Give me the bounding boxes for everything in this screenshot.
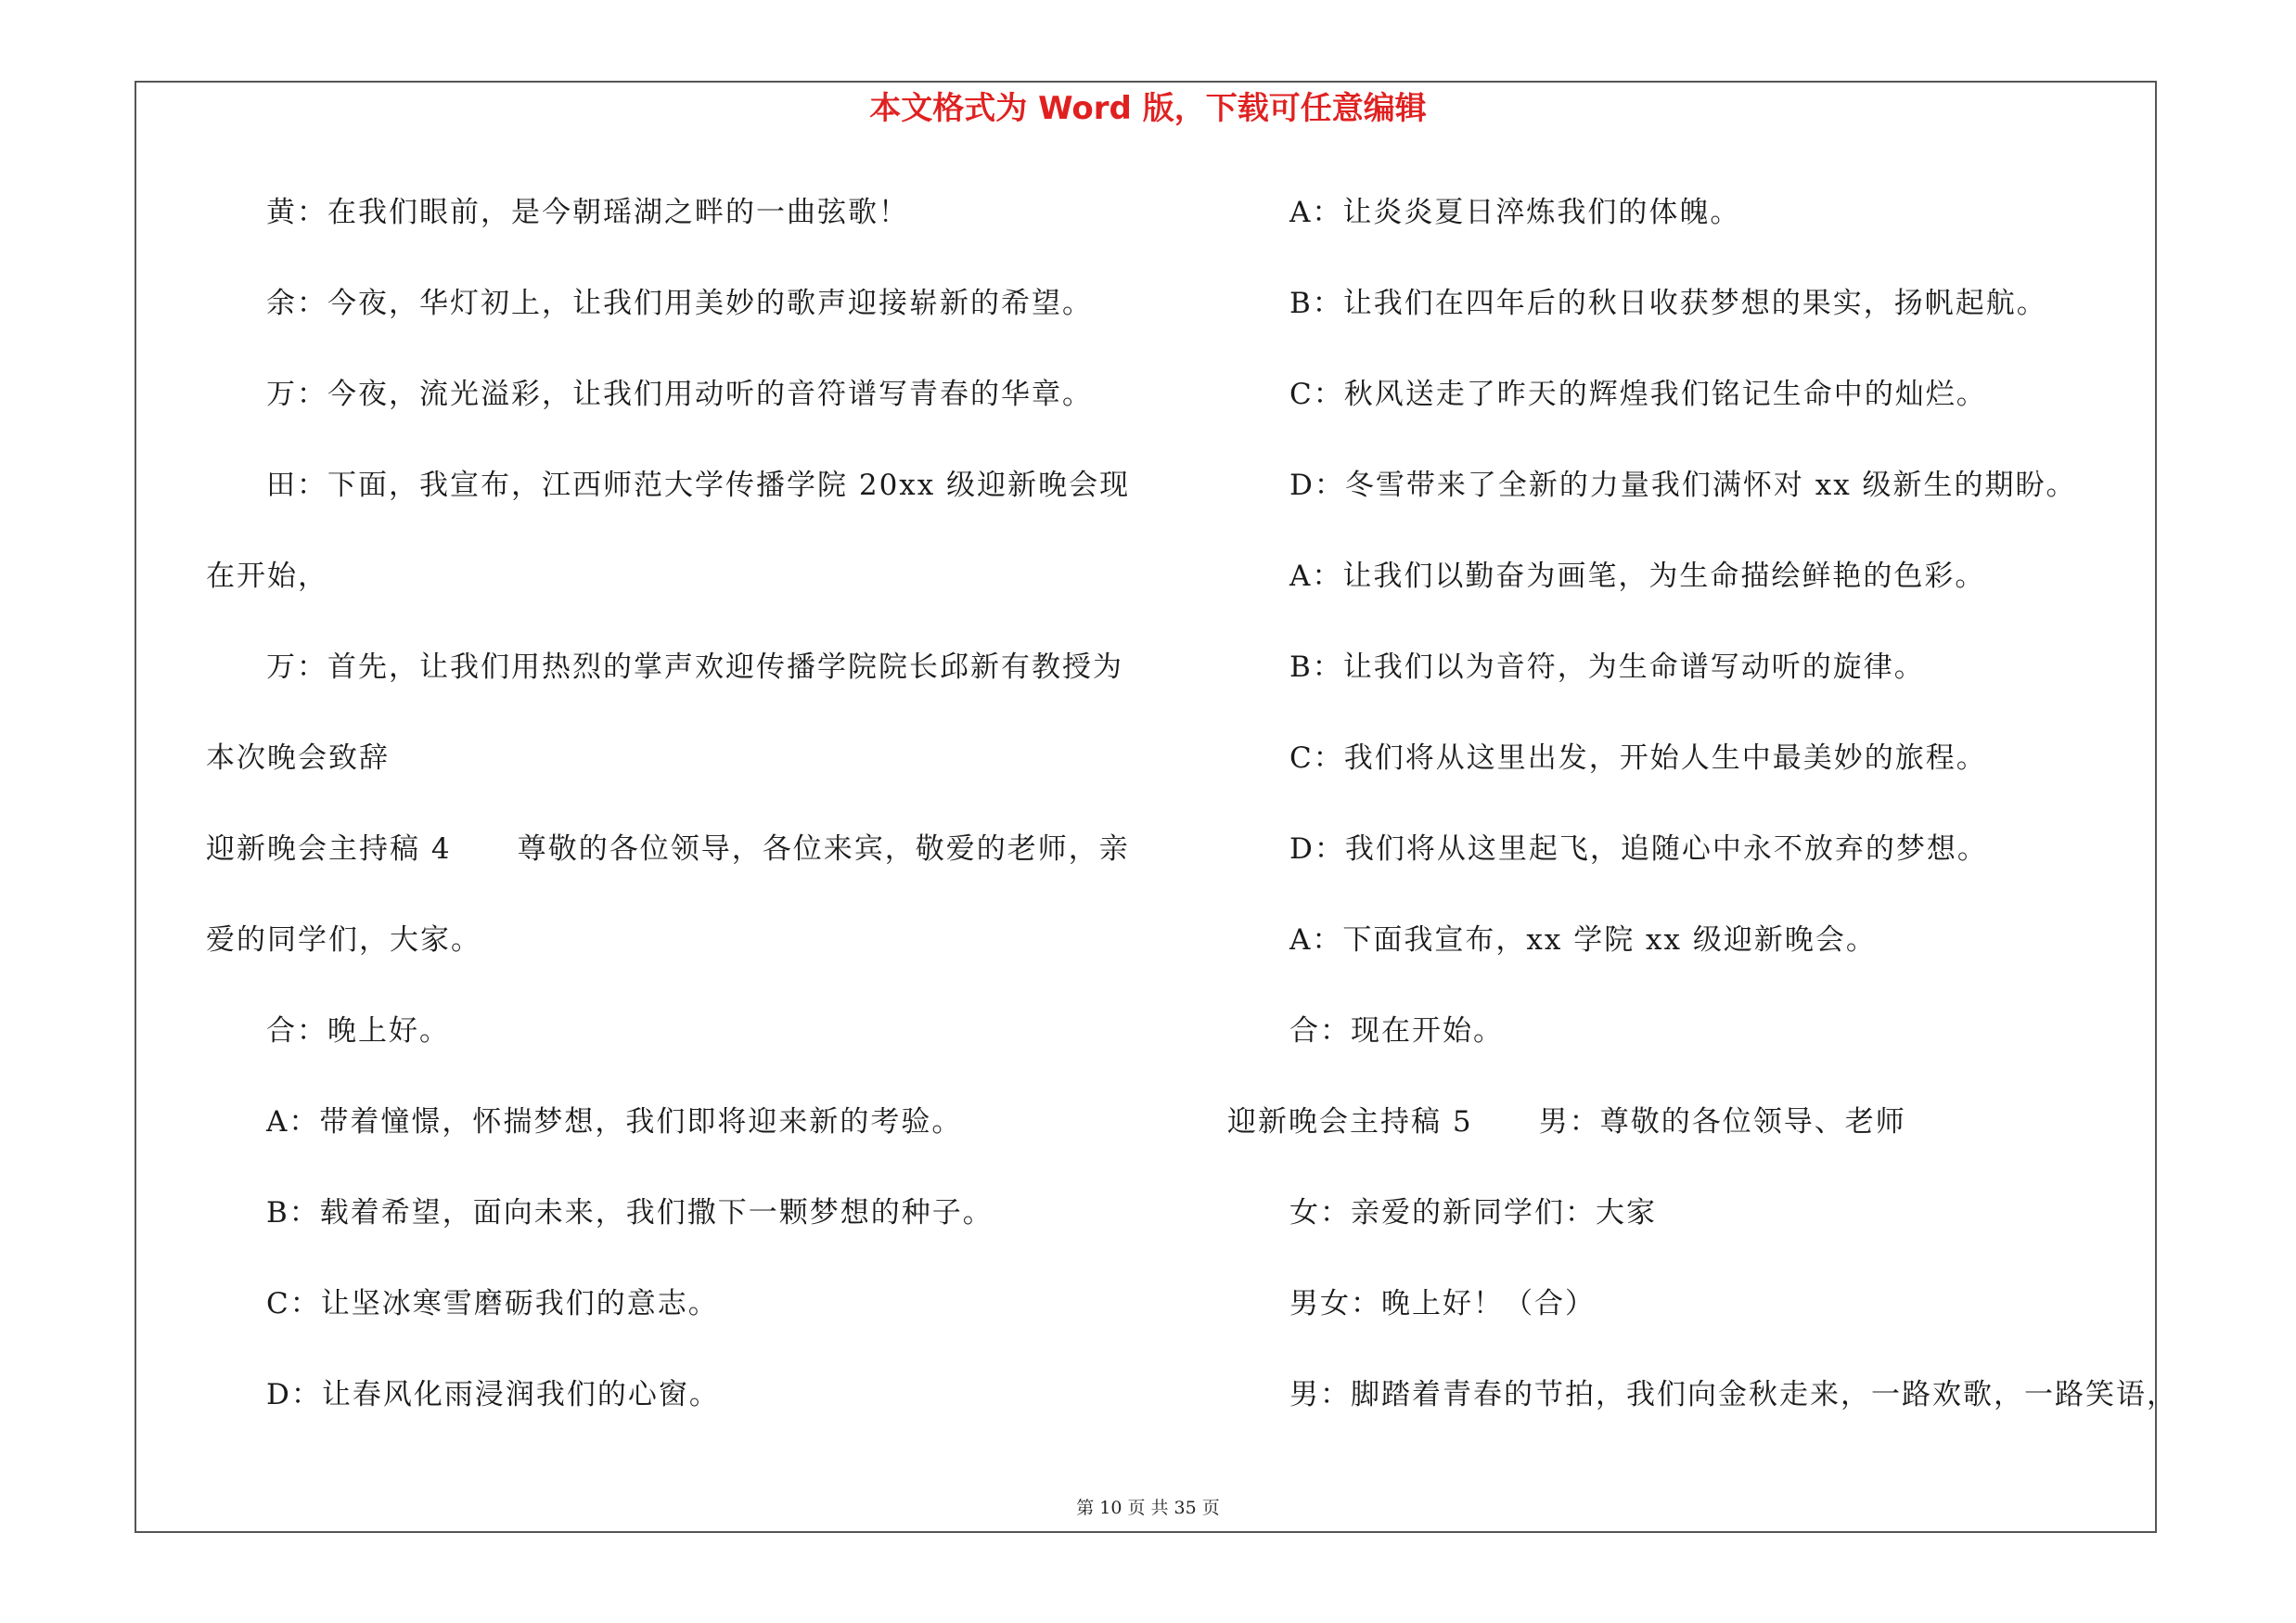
section-heading-line: 迎新晚会主持稿 5 男：尊敬的各位领导、老师 bbox=[1227, 1105, 1906, 1139]
left-line: A：带着憧憬，怀揣梦想，我们即将迎来新的考验。 bbox=[266, 1105, 963, 1139]
right-line: 男女：晚上好！（合） bbox=[1289, 1287, 1596, 1320]
right-line: B：让我们以为音符，为生命谱写动听的旋律。 bbox=[1289, 650, 1925, 684]
left-line: 田：下面，我宣布，江西师范大学传播学院 20xx 级迎新晚会现 bbox=[266, 469, 1131, 502]
right-line: C：我们将从这里出发，开始人生中最美妙的旅程。 bbox=[1289, 741, 1987, 775]
right-line: 男：脚踏着青春的节拍，我们向金秋走来，一路欢歌，一路笑语， bbox=[1289, 1378, 2177, 1411]
right-line: B：让我们在四年后的秋日收获梦想的果实，扬帆起航。 bbox=[1289, 287, 2047, 320]
left-line: C：让坚冰寒雪磨砺我们的意志。 bbox=[266, 1287, 719, 1320]
left-line: B：载着希望，面向未来，我们撒下一颗梦想的种子。 bbox=[266, 1196, 994, 1230]
right-line: A：让炎炎夏日淬炼我们的体魄。 bbox=[1289, 196, 1741, 229]
right-line: 合：现在开始。 bbox=[1289, 1014, 1504, 1048]
right-line: C：秋风送走了昨天的辉煌我们铭记生命中的灿烂。 bbox=[1289, 378, 1987, 411]
format-banner: 本文格式为 Word 版，下载可任意编辑 bbox=[869, 90, 1427, 127]
right-line: A：让我们以勤奋为画笔，为生命描绘鲜艳的色彩。 bbox=[1289, 560, 1986, 593]
right-line: 女：亲爱的新同学们：大家 bbox=[1289, 1196, 1657, 1230]
section-heading-line: 迎新晚会主持稿 4 尊敬的各位领导，各位来宾，敬爱的老师，亲 bbox=[206, 832, 1130, 866]
left-line: 万：首先，让我们用热烈的掌声欢迎传播学院院长邱新有教授为 bbox=[266, 650, 1123, 684]
left-line: 本次晚会致辞 bbox=[206, 741, 390, 775]
left-line: 黄：在我们眼前，是今朝瑶湖之畔的一曲弦歌！ bbox=[266, 196, 909, 229]
left-line: 爱的同学们，大家。 bbox=[206, 923, 481, 957]
right-line: D：我们将从这里起飞，追随心中永不放弃的梦想。 bbox=[1289, 832, 1988, 866]
page-number-footer: 第 10 页 共 35 页 bbox=[1076, 1498, 1220, 1518]
left-line: 余：今夜，华灯初上，让我们用美妙的歌声迎接崭新的希望。 bbox=[266, 287, 1093, 320]
right-line: A：下面我宣布，xx 学院 xx 级迎新晚会。 bbox=[1289, 923, 1877, 957]
left-line: D：让春风化雨浸润我们的心窗。 bbox=[266, 1378, 720, 1411]
left-line: 合：晚上好。 bbox=[266, 1014, 450, 1048]
left-line: 在开始， bbox=[206, 560, 328, 593]
left-line: 万：今夜，流光溢彩，让我们用动听的音符谱写青春的华章。 bbox=[266, 378, 1093, 411]
right-line: D：冬雪带来了全新的力量我们满怀对 xx 级新生的期盼。 bbox=[1289, 469, 2077, 502]
